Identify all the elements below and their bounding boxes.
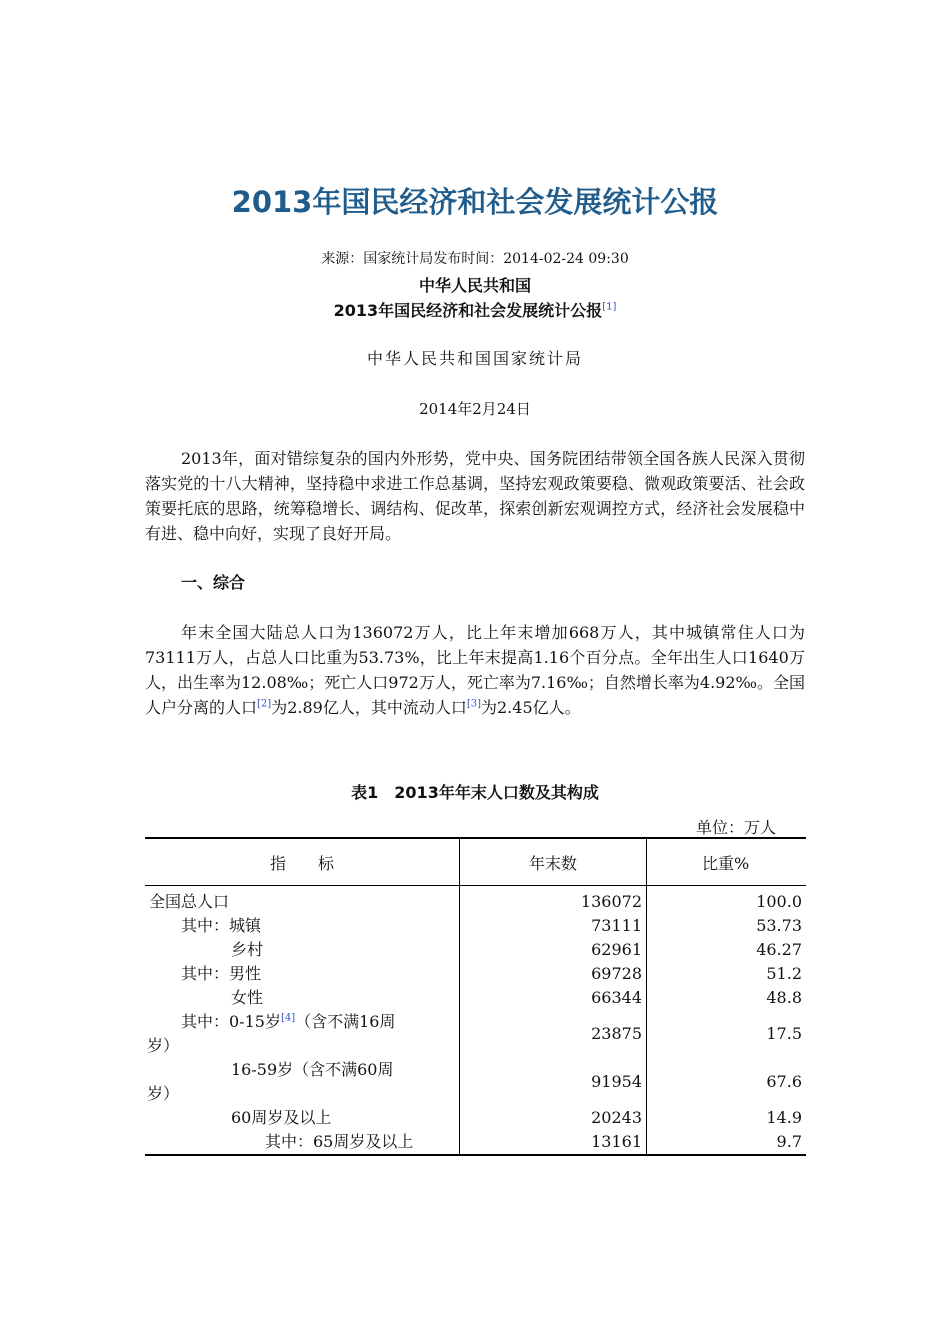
row-label bbox=[145, 1058, 460, 1106]
subtitle-report-text: 2013年国民经济和社会发展统计公报 bbox=[333, 301, 603, 320]
table-row bbox=[145, 1058, 806, 1106]
table-row bbox=[145, 1130, 806, 1155]
table-row bbox=[145, 1010, 806, 1058]
table-row bbox=[145, 914, 806, 938]
footnote-link-3[interactable]: [3] bbox=[466, 698, 481, 710]
table-row bbox=[145, 962, 806, 986]
row-count: 23875 bbox=[460, 1010, 647, 1058]
row-label-part: （含不满16周 bbox=[295, 1012, 396, 1031]
row-share: 9.7 bbox=[647, 1130, 807, 1155]
table-header-row bbox=[145, 838, 806, 886]
row-label: 女性 bbox=[231, 988, 264, 1007]
row-count: 20243 bbox=[460, 1106, 647, 1130]
row-label: 其中：城镇 bbox=[181, 916, 262, 935]
issuer: 中华人民共和国国家统计局 bbox=[366, 349, 583, 368]
row-count: 62961 bbox=[460, 938, 647, 962]
population-paragraph bbox=[145, 620, 805, 720]
row-label-line1 bbox=[181, 1010, 455, 1034]
row-label: 乡村 bbox=[231, 940, 264, 959]
row-share: 100.0 bbox=[647, 886, 807, 915]
table-caption: 表1 2013年年末人口数及其构成 bbox=[351, 783, 599, 802]
table-unit: 单位：万人 bbox=[696, 818, 777, 837]
row-count: 91954 bbox=[460, 1058, 647, 1106]
subtitle-country: 中华人民共和国 bbox=[418, 276, 531, 295]
page-title: 2013年国民经济和社会发展统计公报 bbox=[231, 185, 719, 219]
row-label: 60周岁及以上 bbox=[231, 1108, 332, 1127]
population-text-a: 年末全国大陆总人口为136072万人，比上年末增加668万人，其中城镇常住人口为73111万人，占总人口比重为53.73%，比上年末提高1.16个百分点。全年出生人口1640万人，出生率为12.08‰；死亡人口972万人，死亡率为7.16‰；自然增长率为4.92‰。全国人户分离的人口 bbox=[145, 623, 806, 717]
table-row bbox=[145, 886, 806, 915]
row-label-line2: 岁） bbox=[147, 1036, 180, 1055]
section-heading-general: 一、综合 bbox=[181, 573, 246, 592]
table-row bbox=[145, 1106, 806, 1130]
population-text-c: 为2.45亿人。 bbox=[481, 698, 581, 717]
row-share: 48.8 bbox=[647, 986, 807, 1010]
header-year-end: 年末数 bbox=[460, 838, 647, 886]
row-share: 17.5 bbox=[647, 1010, 807, 1058]
row-share: 14.9 bbox=[647, 1106, 807, 1130]
row-label: 其中：65周岁及以上 bbox=[145, 1130, 460, 1155]
footnote-link-4[interactable]: [4] bbox=[280, 1012, 296, 1024]
table-row bbox=[145, 986, 806, 1010]
row-label: 其中：男性 bbox=[181, 964, 262, 983]
footnote-link-2[interactable]: [2] bbox=[257, 698, 272, 710]
row-count: 66344 bbox=[460, 986, 647, 1010]
source-meta: 来源：国家统计局发布时间：2014-02-24 09:30 bbox=[321, 251, 629, 267]
row-label-part: 其中：0-15岁 bbox=[181, 1012, 281, 1031]
row-label bbox=[145, 1010, 460, 1058]
intro-paragraph: 2013年，面对错综复杂的国内外形势，党中央、国务院团结带领全国各族人民深入贯彻落实党的十八大精神，坚持稳中求进工作总基调，坚持宏观政策要稳、微观政策要活、社会政策要托底的思路，统筹稳增长、调结构、促改革，探索创新宏观调控方式，经济社会发展稳中有进、稳中向好，实现了良好开局。 bbox=[145, 449, 805, 543]
row-label-line2: 岁） bbox=[147, 1084, 180, 1103]
issue-date: 2014年2月24日 bbox=[419, 400, 531, 418]
row-share: 46.27 bbox=[647, 938, 807, 962]
population-text-b: 为2.89亿人，其中流动人口 bbox=[271, 698, 467, 717]
row-share: 67.6 bbox=[647, 1058, 807, 1106]
row-share: 53.73 bbox=[647, 914, 807, 938]
row-count: 136072 bbox=[460, 886, 647, 915]
row-count: 69728 bbox=[460, 962, 647, 986]
row-count: 13161 bbox=[460, 1130, 647, 1155]
header-indicator: 指 标 bbox=[145, 838, 460, 886]
table-row bbox=[145, 938, 806, 962]
subtitle-report bbox=[0, 298, 950, 321]
population-table bbox=[145, 837, 806, 1156]
row-count: 73111 bbox=[460, 914, 647, 938]
footnote-link-1[interactable]: [1] bbox=[602, 301, 617, 313]
row-label-line1: 16-59岁（含不满60周 bbox=[231, 1060, 394, 1079]
header-share: 比重% bbox=[647, 838, 807, 886]
row-label: 全国总人口 bbox=[149, 892, 230, 911]
row-share: 51.2 bbox=[647, 962, 807, 986]
